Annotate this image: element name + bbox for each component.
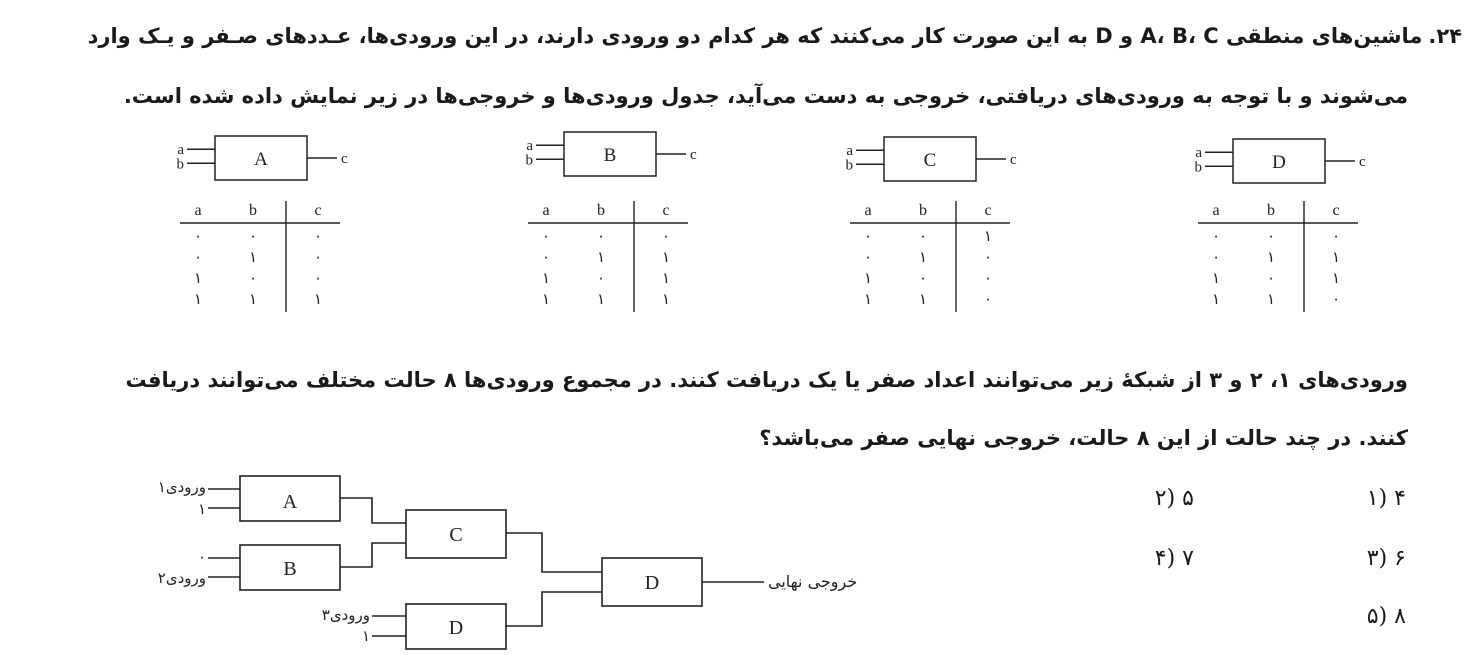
machine-d-input-a: a [1195,145,1202,162]
net-input-1-label: ورودی۱ [157,478,206,496]
truth-table-b-header: a [542,202,550,219]
truth-table-d-cell: ۰ [1331,290,1341,308]
option-3[interactable]: ۶ (۳ [1366,546,1406,571]
machine-a-output: c [341,151,348,167]
truth-table-d-cell: ۰ [1211,227,1221,245]
net-gate-d-lower-label: D [448,617,464,639]
machine-d-input-b: b [1194,159,1202,176]
truth-table-d-cell: ۰ [1266,269,1276,287]
truth-table-b-header: b [597,202,605,219]
truth-table-a-cell: ۱ [248,290,258,308]
truth-table-d-cell: ۱ [1331,248,1341,266]
truth-table-c-header: c [984,202,992,219]
truth-table-d-cell: ۱ [1266,248,1276,266]
truth-table-d-header: b [1267,202,1275,219]
option-4[interactable]: ۷ (۴ [1154,546,1194,571]
truth-table-d-cell: ۱ [1266,290,1276,308]
machine-c-label: C [923,150,937,171]
truth-table-b-cell: ۰ [661,227,671,245]
truth-table-a-cell: ۰ [313,227,323,245]
truth-table-c-cell: ۰ [983,290,993,308]
machine-a-input-a: a [177,142,184,159]
truth-table-c-cell: ۰ [863,227,873,245]
truth-table-c-cell: ۱ [863,269,873,287]
truth-table-d-cell: ۱ [1211,290,1221,308]
question-line-3: ورودی‌های ۱، ۲ و ۳ از شبکهٔ زیر می‌توانند اعداد صفر یا یک دریافت کنند. در مجموع ورودی‌ها ۸ حالت مختلف می‌توانند دریافت [125,368,1408,392]
net-gate-b-label: B [283,558,297,580]
net-gate-d-final-label: D [644,572,660,594]
truth-table-c-header: b [919,202,927,219]
truth-table-c-cell: ۰ [983,269,993,287]
truth-table-d-header: a [1212,202,1220,219]
truth-table-b-header: c [662,202,670,219]
truth-table-a-cell: ۱ [313,290,323,308]
net-input-3-const: ۱ [361,627,370,645]
truth-table-c-header: a [864,202,872,219]
truth-table-d-cell: ۱ [1331,269,1341,287]
truth-table-c-cell: ۱ [918,248,928,266]
net-input-1-const: ۱ [197,500,206,518]
truth-table-a-header: a [194,202,202,219]
truth-table-b-cell: ۰ [596,227,606,245]
option-1[interactable]: ۴ (۱ [1366,486,1406,511]
option-5[interactable]: ۸ (۵ [1366,604,1406,629]
truth-table-b-cell: ۱ [661,269,671,287]
truth-table-a-cell: ۰ [248,269,258,287]
machine-c-input-b: b [845,157,853,174]
truth-table-b-cell: ۱ [661,248,671,266]
machine-c-output: c [1010,152,1017,168]
machine-d-output: c [1359,154,1366,170]
net-gate-a-label: A [282,491,298,513]
truth-table-c-cell: ۰ [863,248,873,266]
machine-b-input-b: b [525,152,533,169]
truth-table-b-cell: ۱ [541,290,551,308]
truth-table-c-cell: ۱ [918,290,928,308]
net-input-3-label: ورودی۳ [321,606,370,624]
question-line-2: می‌شوند و با توجه به ورودی‌های دریافتی، خروجی به دست می‌آید، جدول ورودی‌ها و خروجی‌ها در زیر نمایش داده شده است. [123,84,1408,108]
net-gate-c-label: C [449,524,463,546]
machine-a-input-b: b [176,156,184,173]
truth-table-c-cell: ۱ [863,290,873,308]
final-output-label: خروجی نهایی [768,572,858,591]
option-2[interactable]: ۵ (۲ [1154,486,1194,511]
net-input-2-label: ورودی۲ [157,569,206,587]
machine-a-label: A [254,149,268,170]
question-line-4: کنند. در چند حالت از این ۸ حالت، خروجی نهایی صفر می‌باشد؟ [759,426,1408,450]
machine-d-label: D [1272,152,1286,173]
machine-b-output: c [690,147,697,163]
truth-table-c-cell: ۰ [918,227,928,245]
truth-table-c-cell: ۱ [983,227,993,245]
machine-b-label: B [603,145,617,166]
truth-table-a-cell: ۰ [248,227,258,245]
question-number: ۲۴. [1428,24,1462,48]
truth-table-b-cell: ۰ [596,269,606,287]
truth-table-b-cell: ۱ [661,290,671,308]
truth-table-c-cell: ۰ [983,248,993,266]
machine-c-input-a: a [846,143,853,160]
truth-table-d-cell: ۰ [1211,248,1221,266]
machine-b-input-a: a [526,138,533,155]
truth-table-a-header: c [314,202,322,219]
truth-table-a-cell: ۰ [313,269,323,287]
truth-table-d-cell: ۰ [1266,227,1276,245]
truth-table-b-cell: ۱ [596,290,606,308]
truth-table-d-header: c [1332,202,1340,219]
truth-table-a-header: b [249,202,257,219]
truth-table-d-cell: ۱ [1211,269,1221,287]
truth-table-a-cell: ۰ [313,248,323,266]
net-input-2-const: ۰ [197,548,206,566]
truth-table-a-cell: ۱ [193,269,203,287]
truth-table-a-cell: ۰ [193,227,203,245]
truth-table-a-cell: ۰ [193,248,203,266]
truth-table-b-cell: ۱ [541,269,551,287]
truth-table-b-cell: ۰ [541,248,551,266]
truth-table-a-cell: ۱ [193,290,203,308]
truth-table-b-cell: ۰ [541,227,551,245]
question-text-1: ماشین‌های منطقی A، B، C و D به این صورت کار می‌کنند که هر کدام دو ورودی دارند، در این ورودی‌ها، عـددهای صـفر و یـک وارد [87,24,1423,48]
truth-table-c-cell: ۰ [918,269,928,287]
truth-table-a-cell: ۱ [248,248,258,266]
truth-table-d-cell: ۰ [1331,227,1341,245]
truth-table-b-cell: ۱ [596,248,606,266]
